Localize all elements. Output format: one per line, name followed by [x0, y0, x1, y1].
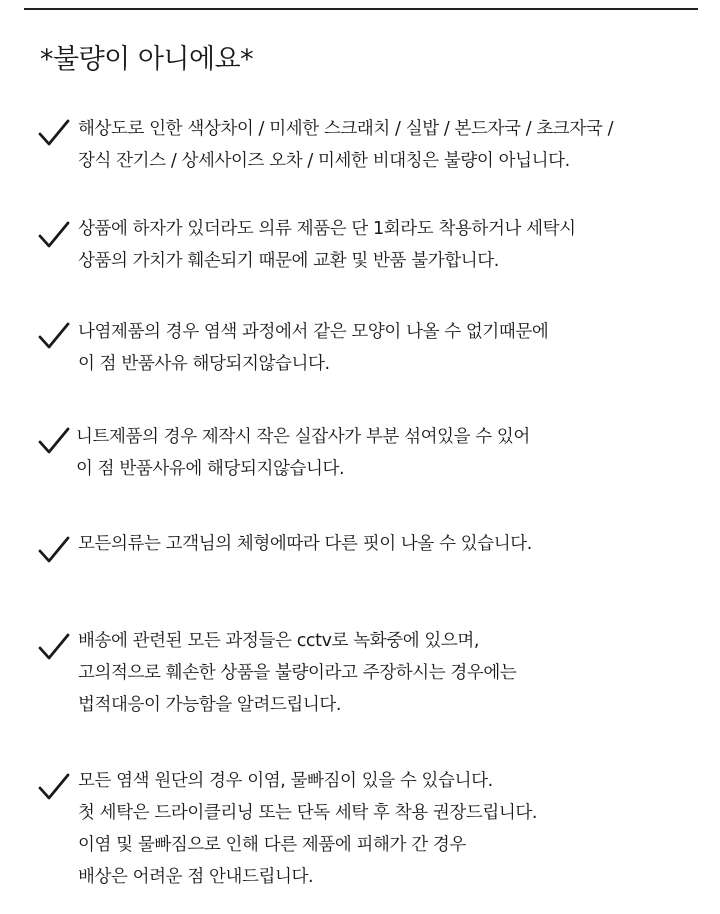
notice-line: 모든 염색 원단의 경우 이염, 물빠짐이 있을 수 있습니다. — [78, 771, 493, 791]
notice-line: 모든의류는 고객님의 체형에따라 다른 핏이 나올 수 있습니다. — [78, 534, 532, 554]
notice-line: 니트제품의 경우 제작시 작은 실잡사가 부분 섞여있을 수 있어 — [76, 427, 530, 447]
notice-line: 해상도로 인한 색상차이 / 미세한 스크래치 / 실밥 / 본드자국 / 초크자국 / — [78, 119, 614, 139]
notice-line: 고의적으로 훼손한 상품을 불량이라고 주장하시는 경우에는 — [78, 663, 517, 683]
top-divider — [24, 8, 698, 10]
notice-item — [38, 625, 698, 721]
notice-line: 장식 잔기스 / 상세사이즈 오차 / 미세한 비대칭은 불량이 아닙니다. — [78, 151, 570, 171]
check-icon — [38, 536, 70, 564]
notice-text — [78, 528, 698, 560]
notice-line: 이염 및 물빠짐으로 인해 다른 제품에 피해가 간 경우 — [78, 835, 466, 855]
check-icon — [38, 773, 70, 801]
check-icon — [38, 322, 70, 350]
notice-item — [38, 213, 698, 277]
notice-item — [38, 316, 698, 380]
notice-line: 이 점 반품사유에 해당되지않습니다. — [76, 459, 345, 479]
notice-text — [76, 421, 696, 485]
notice-line: 법적대응이 가능함을 알려드립니다. — [78, 695, 342, 715]
notice-text — [78, 765, 698, 893]
check-icon — [38, 221, 70, 249]
check-icon — [38, 427, 70, 455]
page-title: *불량이 아니에요* — [40, 44, 254, 75]
notice-line: 배상은 어려운 점 안내드립니다. — [78, 867, 314, 887]
notice-text — [78, 625, 698, 721]
notice-line: 첫 세탁은 드라이클리닝 또는 단독 세탁 후 착용 권장드립니다. — [78, 803, 538, 823]
notice-item — [38, 528, 698, 560]
notice-item — [38, 421, 698, 485]
notice-line: 상품의 가치가 훼손되기 때문에 교환 및 반품 불가합니다. — [78, 251, 499, 271]
notice-text — [78, 113, 698, 177]
notice-text — [78, 316, 698, 380]
check-icon — [38, 119, 70, 147]
notice-line: 이 점 반품사유 해당되지않습니다. — [78, 354, 330, 374]
notice-item — [38, 113, 698, 177]
notice-line: 상품에 하자가 있더라도 의류 제품은 단 1회라도 착용하거나 세탁시 — [78, 219, 576, 239]
notice-line: 배송에 관련된 모든 과정들은 cctv로 녹화중에 있으며, — [78, 631, 480, 651]
notice-text — [78, 213, 698, 277]
notice-item — [38, 765, 698, 893]
notice-line: 나염제품의 경우 염색 과정에서 같은 모양이 나올 수 없기때문에 — [78, 322, 549, 342]
check-icon — [38, 633, 70, 661]
